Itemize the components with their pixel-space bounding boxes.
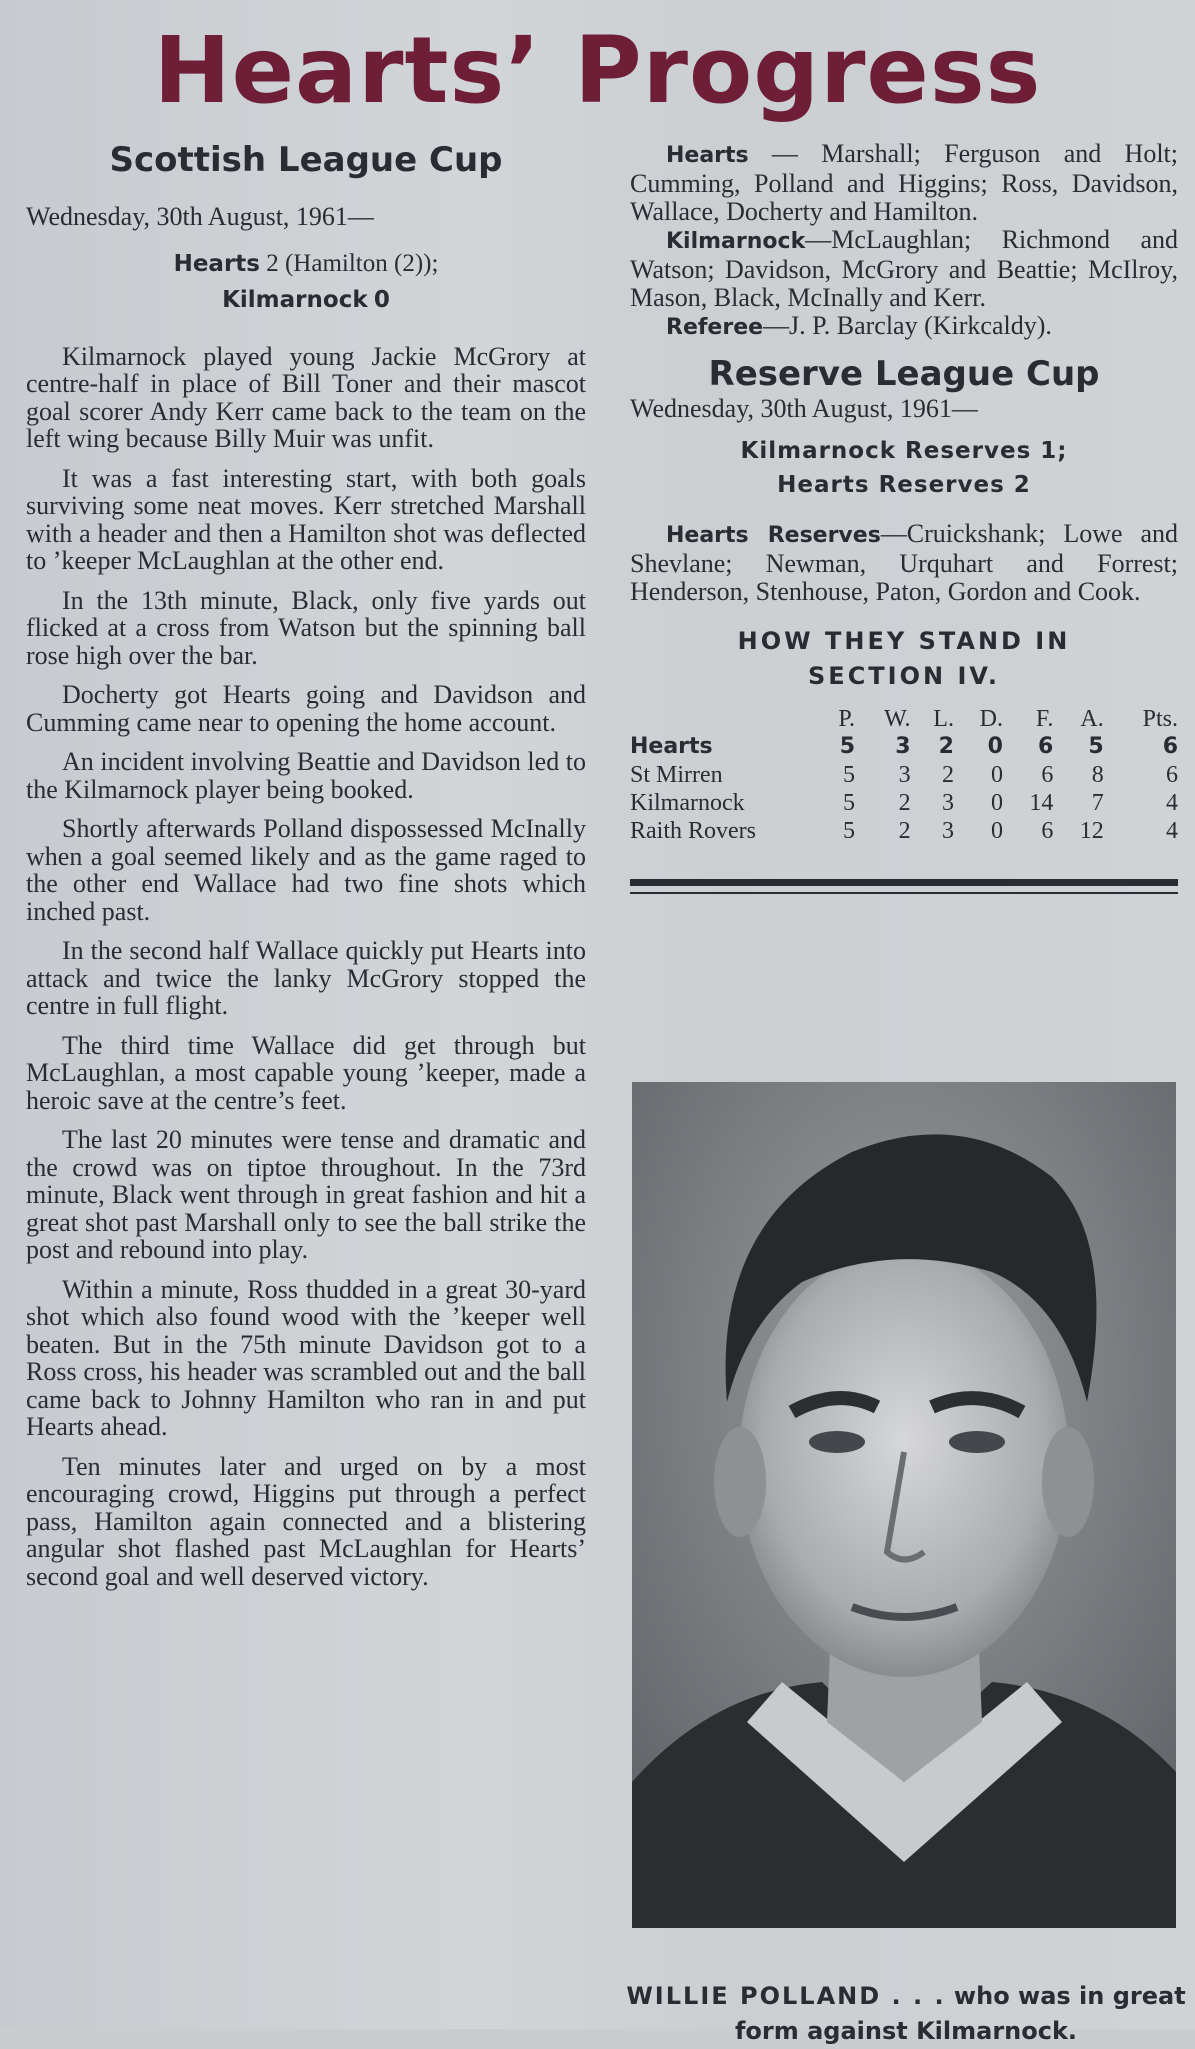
lineup-text: — Marshall; Ferguson and Holt; Cumming, Polland and Higgins; Ross, Davidson, Wallace, Docherty and Hamilton. [630,139,1178,226]
standings-cell: 6 [1166,761,1178,788]
standings-cell: 8 [1091,761,1104,788]
report-paragraph: Kilmarnock played young Jackie McGrory at centre-half in place of Bill Toner and their mascot goal scorer Andy Kerr came back to the team on the left wing because Billy Muir was unfit. [26,341,586,453]
standings-column-header: L. [933,705,954,732]
home-score: 2 (Hamilton (2)); [266,250,439,277]
standings-cell: 7 [1091,789,1104,816]
league-cup-column [26,140,586,1602]
report-paragraph: Within a minute, Ross thudded in a great 30-yard shot which also found wood with the ’keeper well beaten. But in the 75th minute Davidson got to a Ross cross, his header was scrambled out and the ball came back to Johnny Hamilton who ran in and put Hearts ahead. [26,1274,586,1441]
player-photo [632,1082,1176,1928]
standings-row [630,789,1178,817]
divider-thick [630,879,1178,886]
standings-team-header [630,706,820,733]
standings-cell: 6 [1038,733,1054,759]
standings-row [630,761,1178,789]
standings-team: St Mirren [630,761,723,788]
standings-cell: 0 [990,761,1003,788]
right-column [630,140,1178,894]
report-paragraph: The last 20 minutes were tense and dramatic and the crowd was on tiptoe throughout. In the 73rd minute, Black went through in great fashion and hit a great shot past Marshall only to see the ball strike the post and rebound into play. [26,1125,586,1264]
report-paragraph: In the second half Wallace quickly put Hearts into attack and twice the lanky McGrory stopped the centre in full flight. [26,936,586,1020]
standings-cell: 5 [1088,733,1104,759]
reserve-lineup [630,520,1178,606]
league-cup-date: Wednesday, 30th August, 1961— [26,202,374,231]
caption-text: who was in great form against Kilmarnock. [734,1982,1186,2045]
standings-cell: 0 [990,789,1003,816]
standings-cell: 5 [843,761,856,788]
standings-column-header: A. [1080,705,1104,732]
standings-cell: 4 [1166,817,1178,844]
caption-player-name: WILLIE POLLAND . . . [626,1982,946,2010]
standings-column-header: P. [838,705,856,732]
lineup-entry [630,140,1178,226]
report-paragraph: An incident involving Beattie and Davidson led to the Kilmarnock player being booked. [26,747,586,804]
away-score: 0 [373,287,390,314]
standings-cell: 2 [898,789,911,816]
match-result-line1 [26,246,586,282]
standings-cell: 3 [898,761,911,788]
standings-cell: 2 [938,733,954,759]
reserve-cup-date: Wednesday, 30th August, 1961— [630,394,978,423]
report-paragraph: Ten minutes later and urged on by a most encouraging crowd, Higgins put through a perfect pass, Hamilton again connected and a blistering angular shot flashed past McLaughlan for Hearts’ second goal and well deserved victory. [26,1451,586,1591]
standings-cell: 12 [1079,817,1104,844]
reserve-lineup-label: Hearts Reserves [666,523,881,548]
match-report [26,343,586,1591]
league-cup-heading: Scottish League Cup [109,140,503,180]
reserve-result-line2: Hearts Reserves 2 [777,472,1031,498]
standings-cell: 5 [843,817,856,844]
standings-row [630,817,1178,845]
standings-cell: 5 [839,733,856,759]
standings-cell: 3 [895,733,911,759]
reserve-cup-heading: Reserve League Cup [708,354,1100,394]
lineup-label: Kilmarnock [666,229,806,254]
lineup-entry [630,312,1178,342]
standings-cell: 3 [941,789,954,816]
player-portrait-image [632,1082,1176,1928]
standings-column-header: Pts. [1142,705,1178,732]
standings-cell: 4 [1166,789,1178,816]
standings-table [630,706,1178,845]
standings-cell: 5 [843,789,856,816]
away-team: Kilmarnock [222,287,368,314]
standings-cell: 6 [1041,761,1054,788]
match-result-line2 [26,282,586,318]
standings-row [630,733,1178,761]
lineup-text: —J. P. Barclay (Kirkcaldy). [763,311,1052,340]
standings-team: Kilmarnock [630,789,745,816]
masthead-title: Hearts’ Progress [153,17,1042,124]
report-paragraph: The third time Wallace did get through but McLaughlan, a most capable young ’keeper, made a heroic save at the centre’s feet. [26,1030,586,1115]
league-cup-lineups [630,140,1178,342]
report-paragraph: Shortly afterwards Polland dispossessed McInally when a goal seemed likely and as the game raged to the other end Wallace had two fine shots which inched past. [26,814,586,926]
standings-team: Raith Rovers [630,817,756,844]
reserve-result-line1: Kilmarnock Reserves 1; [740,438,1068,464]
standings-column-header: W. [884,705,911,732]
standings-cell: 0 [987,733,1003,759]
lineup-label: Referee [666,315,764,340]
report-paragraph: In the 13th minute, Black, only five yards out flicked at a cross from Watson but the spinning ball rose high over the bar. [26,585,586,670]
standings-heading-line1: HOW THEY STAND IN [737,627,1071,655]
standings-column-header: F. [1035,705,1054,732]
reserve-lineup-text: —Cruickshank; Lowe and Shevlane; Newman, Urquhart and Forrest; Henderson, Stenhouse, Paton, Gordon and Cook. [630,519,1178,606]
standings-cell: 14 [1029,789,1054,816]
standings-team: Hearts [630,733,713,759]
standings-header-row [630,706,1178,733]
standings-cell: 0 [990,817,1003,844]
lineup-entry [630,226,1178,312]
standings-heading-line2: SECTION IV. [808,661,1000,690]
report-paragraph: Docherty got Hearts going and Davidson and Cumming came near to opening the home account. [26,680,586,737]
standings-column-header: D. [979,705,1003,732]
standings-cell: 6 [1162,733,1178,759]
standings-cell: 2 [898,817,911,844]
divider-thin [630,892,1178,894]
standings-cell: 2 [941,761,954,788]
standings-cell: 3 [941,817,954,844]
lineup-label: Hearts [666,143,749,168]
home-team: Hearts [173,251,260,277]
report-paragraph: It was a fast interesting start, with both goals surviving some neat moves. Kerr stretched Marshall with a header and then a Hamilton shot was deflected to ’keeper McLaughlan at the other end. [26,463,586,575]
standings-cell: 6 [1041,817,1054,844]
lineup-text: —McLaughlan; Richmond and Watson; Davidson, McGrory and Beattie; McIlroy, Mason, Black, McInally and Kerr. [630,225,1178,312]
photo-caption [626,1979,1186,2049]
